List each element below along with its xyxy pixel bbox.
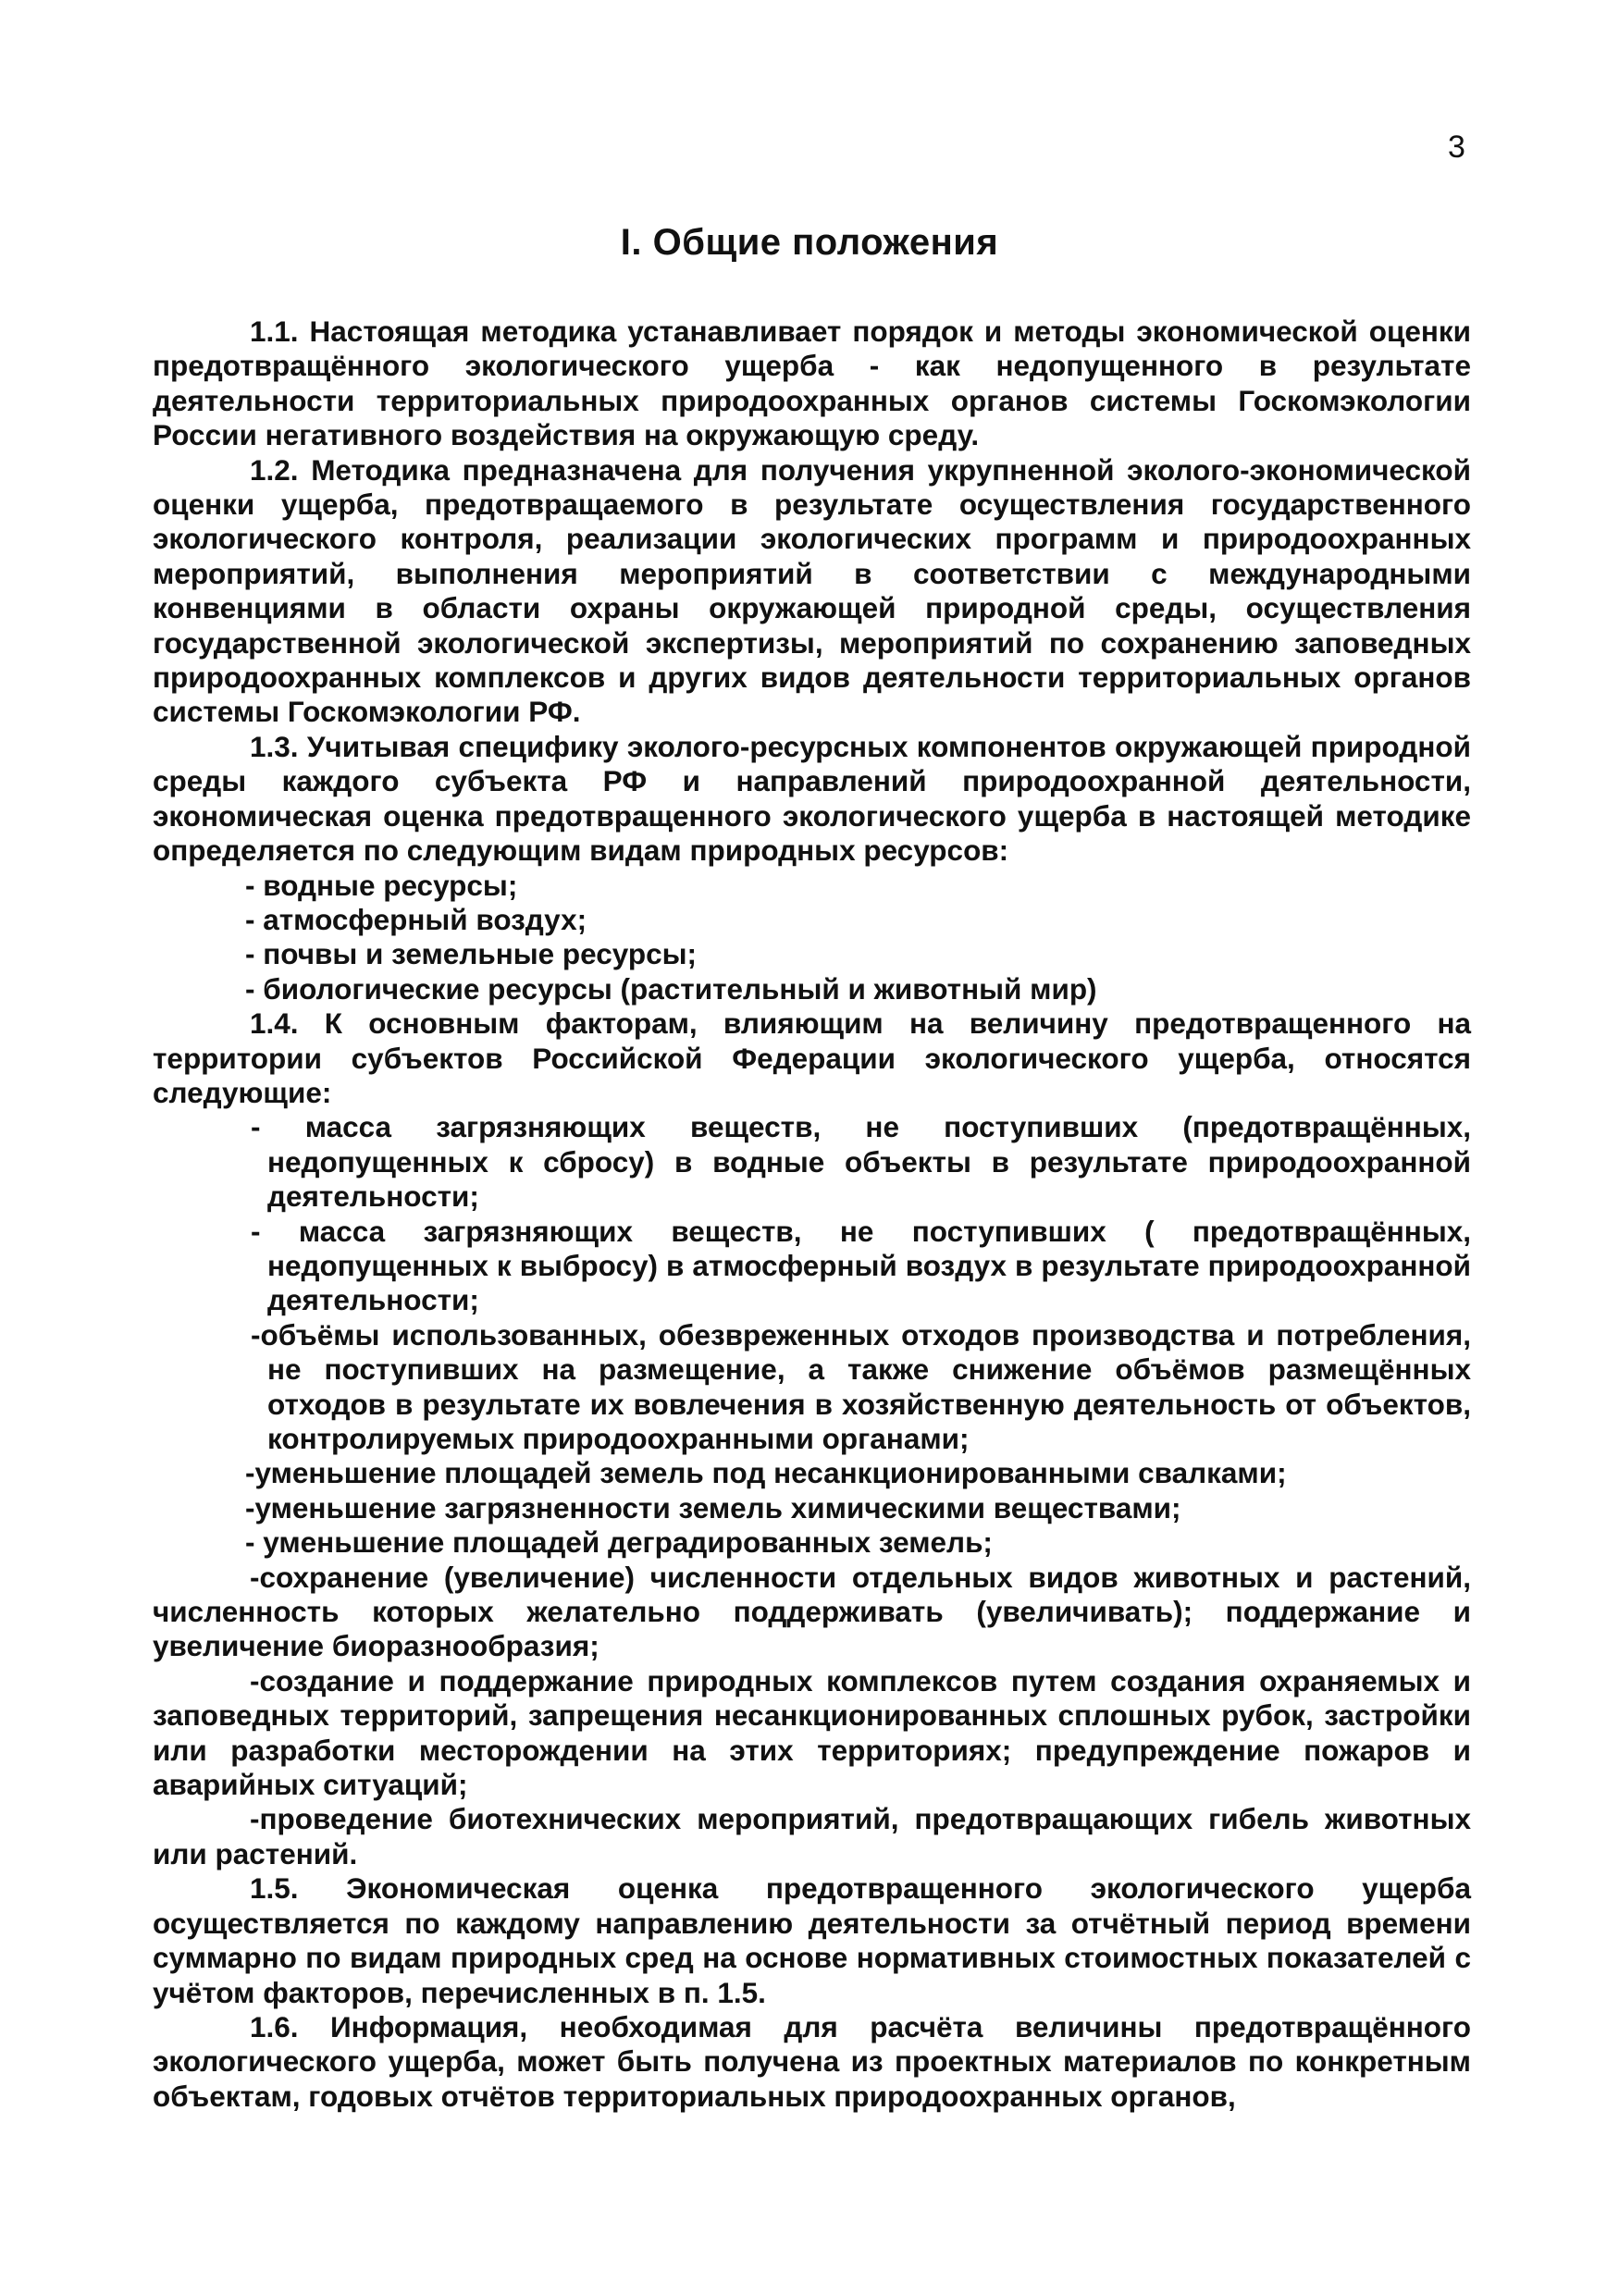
paragraph-1-4: 1.4. К основным факторам, влияющим на величину предотвращенного на территории субъектов Российской Федерации экологического ущерба, относятся следующие: bbox=[153, 1006, 1471, 1109]
page-title: I. Общие положения bbox=[620, 222, 999, 263]
list-item: - водные ресурсы; bbox=[245, 868, 518, 902]
paragraph-1-1: 1.1. Настоящая методика устанавливает порядок и методы экономической оценки предотвращённого экологического ущерба - как недопущенного в результате деятельности территориальных природоохранных органов системы Госкомэкологии России негативного воздействия на окружающую среду. bbox=[153, 315, 1471, 452]
factor-item: - масса загрязняющих веществ, не поступивших ( предотвращённых, недопущенных к выбросу) в атмосферный воздух в результате природоохранной деятельности; bbox=[251, 1214, 1471, 1317]
document-body bbox=[153, 315, 1471, 2114]
factor-item: -уменьшение загрязненности земель химическими веществами; bbox=[245, 1490, 1181, 1524]
paragraph-1-2: 1.2. Методика предназначена для получения укрупненной эколого-экономической оценки ущерба, предотвращаемого в результате осуществления государственного экологического контроля, реализации экологических программ и природоохранных мероприятий, выполнения мероприятий в соответствии с международными конвенциями в области охраны окружающей природной среды, осуществления государственной экологической экспертизы, мероприятий по сохранению заповедных природоохранных комплексов и других видов деятельности территориальных органов системы Госкомэкологии РФ. bbox=[153, 452, 1471, 729]
list-item: - атмосферный воздух; bbox=[245, 902, 587, 936]
factor-item: - уменьшение площадей деградированных земель; bbox=[245, 1525, 993, 1560]
paragraph-1-5: 1.5. Экономическая оценка предотвращенного экологического ущерба осуществляется по каждому направлению деятельности за отчётный период времени суммарно по видам природных сред на основе нормативных стоимостных показателей с учётом факторов, перечисленных в п. 1.5. bbox=[153, 1871, 1471, 2009]
factor-item: -уменьшение площадей земель под несанкционированными свалками; bbox=[245, 1456, 1287, 1490]
factor-item: -создание и поддержание природных комплексов путем создания охраняемых и заповедных территорий, запрещения несанкционированных сплошных рубок, застройки или разработки месторождении на этих территориях; предупреждение пожаров и аварийных ситуаций; bbox=[153, 1663, 1471, 1802]
factor-item: -сохранение (увеличение) численности отдельных видов животных и растений, численность которых желательно поддерживать (увеличивать); поддержание и увеличение биоразнообразия; bbox=[153, 1560, 1471, 1663]
list-item: - биологические ресурсы (растительный и животный мир) bbox=[245, 971, 1097, 1006]
factor-item: - масса загрязняющих веществ, не поступивших (предотвращённых, недопущенных к сбросу) в водные объекты в результате природоохранной деятельности; bbox=[251, 1110, 1471, 1214]
factor-item: -объёмы использованных, обезвреженных отходов производства и потребления, не поступивших на размещение, а также снижение объёмов размещённых отходов в результате их вовлечения в хозяйственную деятельность от объектов, контролируемых природоохранными органами; bbox=[251, 1317, 1471, 1455]
factor-item: -проведение биотехнических мероприятий, предотвращающих гибель животных или растений. bbox=[153, 1802, 1471, 1870]
page-number: 3 bbox=[1448, 130, 1465, 165]
list-item: - почвы и земельные ресурсы; bbox=[245, 937, 698, 971]
paragraph-1-3: 1.3. Учитывая специфику эколого-ресурсных компонентов окружающей природной среды каждого субъекта РФ и направлений природоохранной деятельности, экономическая оценка предотвращенного экологического ущерба в настоящей методике определяется по следующим видам природных ресурсов: bbox=[153, 729, 1471, 868]
paragraph-1-6: 1.6. Информация, необходимая для расчёта величины предотвращённого экологического ущерба, может быть получена из проектных материалов по конкретным объектам, годовых отчётов территориальных природоохранных органов, bbox=[153, 2009, 1471, 2113]
